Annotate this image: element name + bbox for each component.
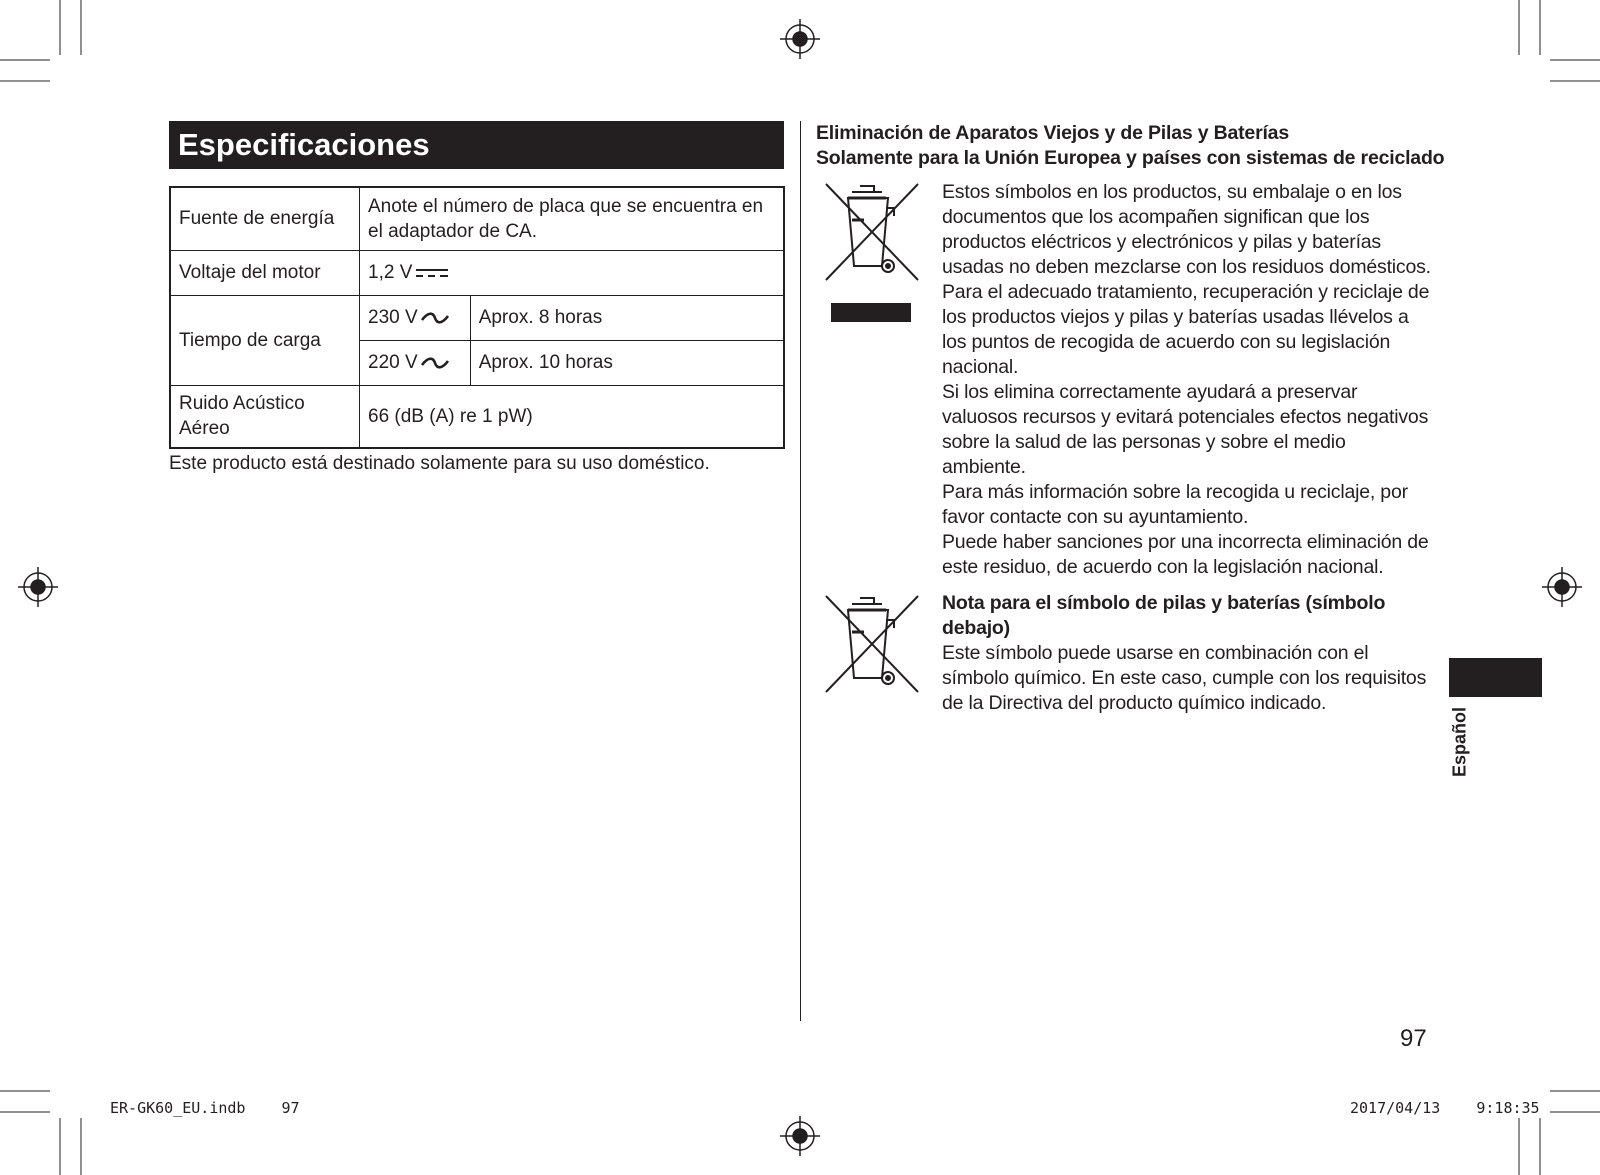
disposal-paragraph: Para más información sobre la recogida u reciclaje, por favor contacte con su ayuntamiento.: [942, 481, 1408, 528]
registration-mark-right: [1542, 567, 1582, 607]
charge-230-voltage: 230 V: [368, 307, 418, 328]
charge-220-voltage: 220 V: [368, 352, 418, 373]
disposal-heading: [816, 121, 1444, 171]
noise-value: 66 (dB (A) re 1 pW): [360, 385, 785, 448]
ac-symbol-icon: [420, 356, 450, 370]
ac-symbol-icon: [420, 311, 450, 325]
footer-time: 9:18:35: [1476, 1099, 1540, 1117]
motor-voltage-value: 1,2 V: [368, 262, 413, 283]
footer-file-name: ER-GK60_EU.indb: [110, 1099, 246, 1117]
footer-timestamp: [1350, 1099, 1540, 1117]
disposal-paragraph: Puede haber sanciones por una incorrecta eliminación de este residuo, de acuerdo con la legislación nacional.: [942, 531, 1429, 578]
registration-mark-bottom: [780, 1116, 820, 1156]
crossed-bin-icon: [822, 592, 922, 698]
motor-voltage-label: Voltaje del motor: [170, 250, 360, 295]
domestic-use-note: Este producto está destinado solamente para su uso doméstico.: [169, 453, 710, 474]
battery-note-text: Este símbolo puede usarse en combinación con el símbolo químico. En este caso, cumple con los requisitos de la Directiva del producto químico indicado.: [942, 642, 1427, 714]
charge-time-label: Tiempo de carga: [170, 295, 360, 385]
disposal-text: [942, 180, 1432, 580]
footer-date: 2017/04/13: [1350, 1099, 1441, 1117]
footer-file-page: 97: [281, 1099, 300, 1117]
column-divider: [800, 121, 801, 1021]
power-source-value: Anote el número de placa que se encuentra en el adaptador de CA.: [360, 187, 785, 250]
motor-voltage-cell: [360, 250, 785, 295]
disposal-heading-line-1: Eliminación de Aparatos Viejos y de Pilas y Baterías: [816, 122, 1289, 144]
page-number: 97: [1400, 1025, 1427, 1052]
table-row: [170, 250, 784, 295]
disposal-paragraph: Estos símbolos en los productos, su embalaje o en los documentos que los acompañen significan que los productos eléctricos y electrónicos y pilas y baterías usadas no deben mezclarse con los residuos domésticos.: [942, 181, 1431, 278]
disposal-heading-line-2: Solamente para la Unión Europea y países con sistemas de reciclado: [816, 147, 1445, 169]
charge-230-time: Aprox. 8 horas: [470, 295, 784, 340]
noise-label: Ruido Acústico Aéreo: [170, 385, 360, 448]
disposal-paragraph: Para el adecuado tratamiento, recuperación y reciclaje de los productos viejos y pilas y baterías usadas llévelos a los puntos de recogida de acuerdo con su legislación nacional.: [942, 281, 1430, 378]
charge-230-cell: [360, 295, 471, 340]
table-row: [170, 385, 784, 448]
language-tab-marker: [1449, 658, 1542, 697]
power-source-label: Fuente de energía: [170, 187, 360, 250]
dc-symbol-icon: [414, 266, 450, 280]
registration-mark-left: [18, 567, 58, 607]
footer-file-info: [110, 1099, 300, 1117]
battery-note: [942, 591, 1432, 716]
table-row: [170, 295, 784, 340]
charge-220-cell: [360, 340, 471, 385]
specifications-table: [169, 186, 785, 449]
disposal-paragraph: Si los elimina correctamente ayudará a preservar valuosos recursos y evitará potenciales efectos negativos sobre la salud de las personas y sobre el medio ambiente.: [942, 381, 1429, 478]
table-row: [170, 187, 784, 250]
language-tab-label: Español: [1449, 706, 1470, 778]
crossed-bin-with-bar-icon: [822, 180, 922, 330]
charge-220-time: Aprox. 10 horas: [470, 340, 784, 385]
specifications-title: Especificaciones: [169, 121, 784, 169]
battery-note-title: Nota para el símbolo de pilas y baterías (símbolo debajo): [942, 592, 1386, 639]
registration-mark-top: [780, 19, 820, 59]
